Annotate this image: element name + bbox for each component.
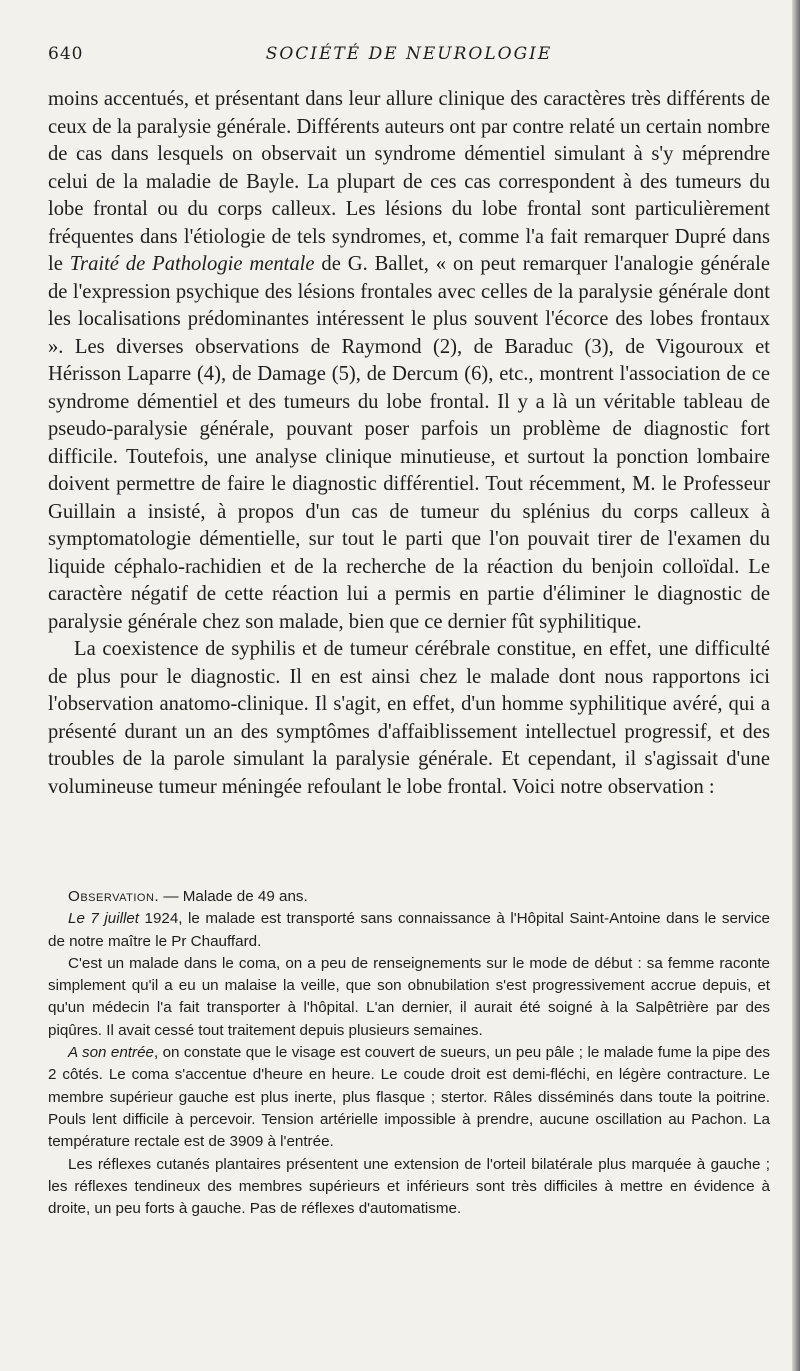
running-title: SOCIÉTÉ DE NEUROLOGIE [265,44,553,64]
observation-paragraph-reflexes: Les réflexes cutanés plantaires présentent une extension de l'orteil bilatérale plus marquée à gauche ; les réflexes tendineux des membres supérieurs et inférieurs sont très difficiles à mettre en évidence à droite, un peu forts à gauche. Pas de réflexes d'automatisme. [48,1155,770,1218]
observation-heading-line [48,886,770,908]
observation-heading-rest: — Malade de 49 ans. [159,888,308,905]
page-header [48,44,770,74]
treatise-title: Traité de Pathologie mentale [69,253,315,275]
observation-date: Le 7 juillet [68,910,139,928]
paragraph-2: La coexistence de syphilis et de tumeur cérébrale constitue, en effet, une difficulté de plus pour le diagnostic. Il en est ainsi chez le malade dont nous rapportons ici l'observation anatomo-clinique. Il s'agit, en effet, d'un homme syphilitique avéré, qui a présenté durant un an des symptômes d'affaiblissement intellectuel progressif, et des troubles de la parole simulant la paralysie générale. Et cependant, il s'agissait d'une volumineuse tumeur méningée refoulant le lobe frontal. Voici notre observation : [48,638,770,798]
observation-admission-text: 1924, le malade est transporté sans connaissance à l'Hôpital Saint-Antoine dans le service de notre maître le Pr Chauffard. [48,910,770,950]
paragraph-1-part-b: de G. Ballet, « on peut remarquer l'analogie générale de l'expression psychique des lésions frontales avec celles de la paralysie générale dont les localisations prédominantes intéressent le plus souvent l'écorce des lobes frontaux ». Les diverses observations de Raymond (2), de Baraduc (3), de Vigouroux et Hérisson Laparre (4), de Damage (5), de Dercum (6), etc., montrent l'association de ce syndrome démentiel et des tumeurs du lobe frontal. Il y a là un véritable tableau de pseudo-paralysie générale, pouvant poser parfois un problème de diagnostic fort difficile. Toutefois, une analyse clinique minutieuse, et surtout la ponction lombaire doivent permettre de faire le diagnostic différentiel. Tout récemment, M. le Professeur Guillain a insisté, à propos d'un cas de tumeur du splénius du corps calleux à symptomatologie démentielle, sur tout le parti que l'on pouvait tirer de l'examen du liquide céphalo-rachidien et de la recherche de la réaction du benjoin colloïdal. Le caractère négatif de cette réaction lui a permis en partie d'éliminer le diagnostic de paralysie générale chez son malade, bien que ce dernier fût syphilitique. [48,253,770,633]
page-edge-shadow [792,0,800,1371]
observation-section [48,886,770,1220]
observation-heading: Observation. [68,888,160,905]
observation-entry-label: A son entrée [68,1044,154,1062]
paragraph-1 [48,86,770,636]
observation-paragraph-history: C'est un malade dans le coma, on a peu de renseignements sur le mode de début : sa femme raconte simplement qu'il a eu un malaise la veille, que son obnubilation s'est progressivement accrue depuis, et qu'un médecin l'a fait transporter à l'hôpital. L'an dernier, il aurait été soigné à la Salpêtrière par des piqûres. Il avait cessé tout traitement depuis plusieurs semaines. [48,954,770,1039]
page-number: 640 [48,44,84,64]
paragraph-1-part-a: moins accentués, et présentant dans leur allure clinique des caractères très différents de ceux de la paralysie générale. Différents auteurs ont par contre relaté un certain nombre de cas dans lesquels on observait un syndrome démentiel simulant à s'y méprendre celui de la maladie de Bayle. La plupart de ces cas correspondent à des tumeurs du lobe frontal ou du corps calleux. Les lésions du lobe frontal sont particulièrement fréquentes dans l'étiologie de tels syndromes, et, comme l'a fait remarquer Dupré dans le [48,88,770,275]
main-text [48,86,770,801]
observation-entry-text: , on constate que le visage est couvert de sueurs, un peu pâle ; le malade fume la pipe des 2 côtés. Le coma s'accentue d'heure en heure. Le coude droit est demi-fléchi, en légère contracture. Le membre supérieur gauche est plus inerte, plus flasque ; stertor. Râles disséminés dans toute la poitrine. Pouls lent difficile à percevoir. Tension artérielle impossible à prendre, aucune oscillation au Pachon. La température rectale est de 3909 à l'entrée. [48,1044,770,1151]
observation-paragraph-entry [48,1042,770,1153]
observation-paragraph-admission [48,908,770,953]
